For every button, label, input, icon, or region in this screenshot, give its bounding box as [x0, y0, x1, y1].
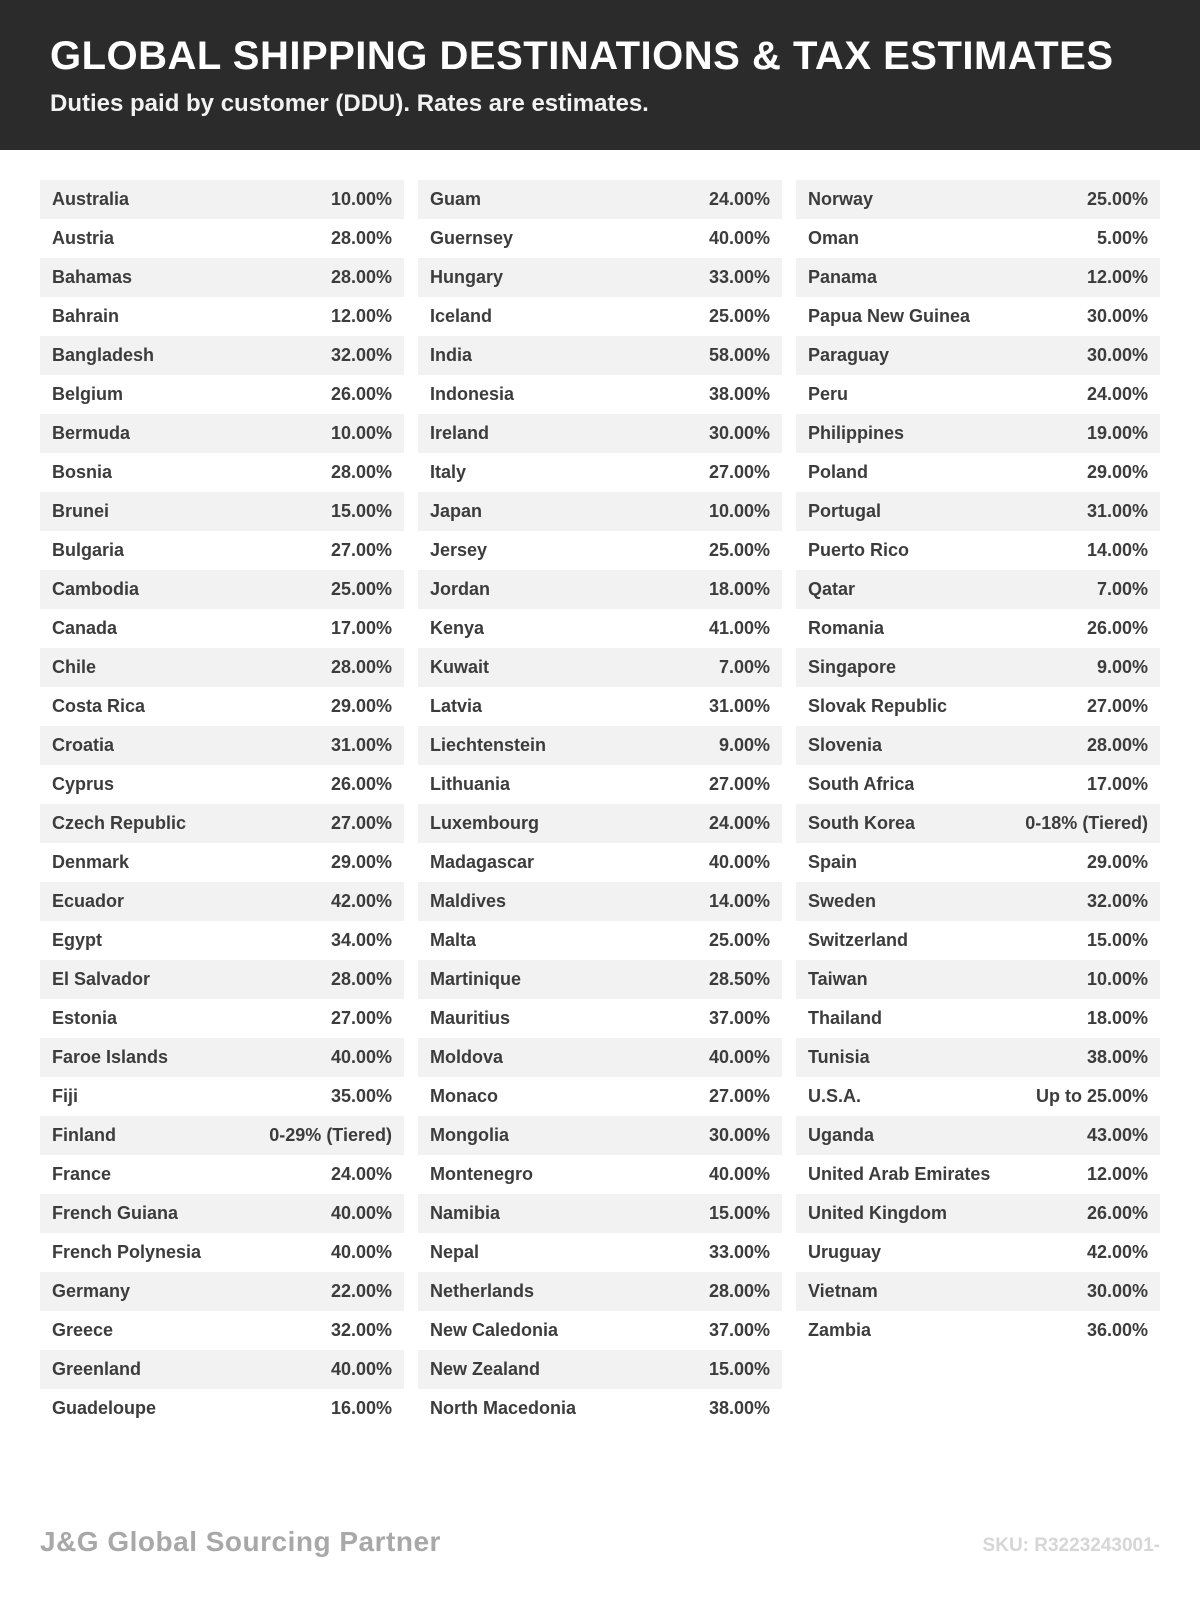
table-row: [796, 687, 1160, 726]
tax-rate: 28.00%: [330, 228, 392, 248]
header-banner: [0, 0, 1200, 150]
country-name: Malta: [430, 930, 477, 950]
rates-column-2: [418, 180, 782, 1428]
country-name: Faroe Islands: [52, 1047, 169, 1067]
table-row: [418, 687, 782, 726]
table-row: [40, 297, 404, 336]
country-name: Guadeloupe: [52, 1398, 157, 1418]
tax-rate: 24.00%: [708, 189, 770, 209]
table-row: [796, 1116, 1160, 1155]
country-name: South Africa: [808, 774, 915, 794]
table-row: [796, 609, 1160, 648]
table-row: [418, 804, 782, 843]
tax-rate: 12.00%: [330, 306, 392, 326]
table-row: [418, 570, 782, 609]
table-row: [796, 1155, 1160, 1194]
tax-rate: 28.50%: [708, 969, 770, 989]
tax-rate: 37.00%: [708, 1008, 770, 1028]
table-row: [40, 687, 404, 726]
table-row: [418, 960, 782, 999]
country-name: Liechtenstein: [430, 735, 547, 755]
tax-rate: 27.00%: [1086, 696, 1148, 716]
table-row: [796, 531, 1160, 570]
tax-rate: 28.00%: [708, 1281, 770, 1301]
table-row: [418, 1155, 782, 1194]
country-name: Uganda: [808, 1125, 875, 1145]
tax-rate: 17.00%: [330, 618, 392, 638]
country-name: Poland: [808, 462, 869, 482]
country-name: Peru: [808, 384, 849, 404]
country-name: Greece: [52, 1320, 114, 1340]
table-row: [418, 726, 782, 765]
country-name: Japan: [430, 501, 483, 521]
table-row: [40, 336, 404, 375]
tax-rate: 10.00%: [330, 189, 392, 209]
tax-rate: 19.00%: [1086, 423, 1148, 443]
table-row: [40, 258, 404, 297]
tax-rate: 36.00%: [1086, 1320, 1148, 1340]
country-name: Switzerland: [808, 930, 909, 950]
tax-rate: 28.00%: [1086, 735, 1148, 755]
tax-rate: 7.00%: [718, 657, 770, 677]
table-row: [40, 648, 404, 687]
tax-rate: 35.00%: [330, 1086, 392, 1106]
tax-rate: 14.00%: [1086, 540, 1148, 560]
tax-rate: 10.00%: [330, 423, 392, 443]
table-row: [40, 1038, 404, 1077]
tax-rate: 18.00%: [1086, 1008, 1148, 1028]
table-row: [796, 843, 1160, 882]
tax-rate: 40.00%: [330, 1359, 392, 1379]
country-name: Czech Republic: [52, 813, 187, 833]
table-row: [796, 960, 1160, 999]
country-name: Jordan: [430, 579, 491, 599]
table-row: [40, 1233, 404, 1272]
country-name: Panama: [808, 267, 878, 287]
tax-rate: 15.00%: [330, 501, 392, 521]
country-name: Lithuania: [430, 774, 510, 794]
table-row: [40, 1155, 404, 1194]
country-name: Brunei: [52, 501, 110, 521]
tax-rate: 7.00%: [1096, 579, 1148, 599]
tax-rate: 43.00%: [1086, 1125, 1148, 1145]
country-name: French Guiana: [52, 1203, 179, 1223]
tax-rate: 25.00%: [1086, 189, 1148, 209]
country-name: Mongolia: [430, 1125, 509, 1145]
country-name: Slovenia: [808, 735, 883, 755]
tax-rate: 38.00%: [708, 1398, 770, 1418]
country-name: Netherlands: [430, 1281, 535, 1301]
country-name: Jersey: [430, 540, 488, 560]
tax-rate: 31.00%: [1086, 501, 1148, 521]
tax-rate: 38.00%: [1086, 1047, 1148, 1067]
brand-name: J&G Global Sourcing Partner: [40, 1526, 441, 1557]
country-name: Italy: [430, 462, 467, 482]
country-name: Hungary: [430, 267, 504, 287]
footer: [40, 1526, 1160, 1558]
country-name: Martinique: [430, 969, 522, 989]
country-name: Uruguay: [808, 1242, 882, 1262]
tax-rate: 37.00%: [708, 1320, 770, 1340]
country-name: South Korea: [808, 813, 916, 833]
country-name: New Caledonia: [430, 1320, 559, 1340]
table-row: [40, 414, 404, 453]
country-name: Puerto Rico: [808, 540, 910, 560]
country-name: Spain: [808, 852, 858, 872]
tax-rate: 40.00%: [330, 1047, 392, 1067]
table-row: [796, 492, 1160, 531]
country-name: Costa Rica: [52, 696, 146, 716]
table-row: [796, 648, 1160, 687]
table-row: [418, 375, 782, 414]
tax-rate: 27.00%: [330, 1008, 392, 1028]
country-name: Indonesia: [430, 384, 515, 404]
country-name: Papua New Guinea: [808, 306, 971, 326]
table-row: [796, 1077, 1160, 1116]
tax-rate: 15.00%: [1086, 930, 1148, 950]
page-title: GLOBAL SHIPPING DESTINATIONS & TAX ESTIMATES: [50, 34, 1114, 78]
tax-rate: 28.00%: [330, 462, 392, 482]
country-name: Oman: [808, 228, 860, 248]
tax-rate: 40.00%: [708, 1164, 770, 1184]
rates-column-3: [796, 180, 1160, 1428]
table-row: [418, 219, 782, 258]
country-name: Bangladesh: [52, 345, 155, 365]
tax-rate: 25.00%: [330, 579, 392, 599]
table-row: [40, 1194, 404, 1233]
country-name: Cyprus: [52, 774, 115, 794]
country-name: Philippines: [808, 423, 905, 443]
table-row: [40, 1077, 404, 1116]
table-row: [796, 1272, 1160, 1311]
tax-rate: 26.00%: [1086, 1203, 1148, 1223]
table-row: [796, 297, 1160, 336]
tax-rate: 25.00%: [708, 540, 770, 560]
table-row: [796, 336, 1160, 375]
country-name: Australia: [52, 189, 130, 209]
tax-rate: 26.00%: [330, 774, 392, 794]
sku-label: SKU: R3223243001-: [982, 1535, 1160, 1556]
table-row: [40, 375, 404, 414]
tax-rate: 33.00%: [708, 1242, 770, 1262]
country-name: Bermuda: [52, 423, 131, 443]
tax-rate: 17.00%: [1086, 774, 1148, 794]
tax-rate: 14.00%: [708, 891, 770, 911]
tax-rate: 10.00%: [708, 501, 770, 521]
tax-rate: 31.00%: [708, 696, 770, 716]
table-row: [40, 219, 404, 258]
table-row: [796, 726, 1160, 765]
country-name: Canada: [52, 618, 118, 638]
table-row: [796, 882, 1160, 921]
country-name: Qatar: [808, 579, 856, 599]
country-name: Latvia: [430, 696, 483, 716]
table-row: [796, 1194, 1160, 1233]
country-name: Namibia: [430, 1203, 501, 1223]
table-row: [418, 297, 782, 336]
tax-rate: 18.00%: [708, 579, 770, 599]
country-name: Taiwan: [808, 969, 868, 989]
tax-rate: 24.00%: [1086, 384, 1148, 404]
tax-rate: 27.00%: [330, 540, 392, 560]
country-name: Luxembourg: [430, 813, 540, 833]
rates-table: [40, 180, 1160, 1428]
table-row: [418, 1272, 782, 1311]
table-row: [40, 843, 404, 882]
country-name: Croatia: [52, 735, 115, 755]
table-row: [796, 375, 1160, 414]
table-row: [796, 414, 1160, 453]
page-subtitle: Duties paid by customer (DDU). Rates are estimates.: [50, 90, 649, 117]
table-row: [796, 999, 1160, 1038]
country-name: El Salvador: [52, 969, 151, 989]
tax-rate: 28.00%: [330, 267, 392, 287]
tax-rate: 24.00%: [330, 1164, 392, 1184]
country-name: Madagascar: [430, 852, 535, 872]
table-row: [418, 609, 782, 648]
tax-rate: 30.00%: [708, 1125, 770, 1145]
tax-rate: 25.00%: [708, 930, 770, 950]
country-name: U.S.A.: [808, 1086, 862, 1106]
tax-rate: 27.00%: [708, 1086, 770, 1106]
table-row: [418, 336, 782, 375]
tax-rate: 33.00%: [708, 267, 770, 287]
country-name: Singapore: [808, 657, 897, 677]
country-name: Sweden: [808, 891, 877, 911]
tax-rate: 32.00%: [330, 1320, 392, 1340]
table-row: [796, 804, 1160, 843]
country-name: Paraguay: [808, 345, 890, 365]
table-row: [40, 882, 404, 921]
table-row: [418, 531, 782, 570]
tax-rate: 28.00%: [330, 969, 392, 989]
table-row: [796, 1038, 1160, 1077]
country-name: Guernsey: [430, 228, 514, 248]
table-row: [40, 726, 404, 765]
country-name: Slovak Republic: [808, 696, 948, 716]
country-name: Iceland: [430, 306, 493, 326]
country-name: Bahamas: [52, 267, 133, 287]
tax-rate: 40.00%: [708, 228, 770, 248]
country-name: United Kingdom: [808, 1203, 947, 1223]
country-name: Kenya: [430, 618, 485, 638]
tax-rate: 27.00%: [708, 462, 770, 482]
country-name: Bulgaria: [52, 540, 125, 560]
tax-rate: 9.00%: [1096, 657, 1148, 677]
tax-rate: 29.00%: [330, 696, 392, 716]
tax-rate: 24.00%: [708, 813, 770, 833]
table-row: [418, 258, 782, 297]
tax-rate: 42.00%: [330, 891, 392, 911]
table-row: [418, 1350, 782, 1389]
tax-rate: 15.00%: [708, 1203, 770, 1223]
table-row: [796, 1311, 1160, 1350]
country-name: Zambia: [808, 1320, 872, 1340]
table-row: [40, 804, 404, 843]
country-name: New Zealand: [430, 1359, 541, 1379]
tax-rate: 10.00%: [1086, 969, 1148, 989]
tax-rate: 30.00%: [1086, 306, 1148, 326]
tax-rate: 32.00%: [1086, 891, 1148, 911]
rates-column-1: [40, 180, 404, 1428]
country-name: Moldova: [430, 1047, 504, 1067]
country-name: Estonia: [52, 1008, 118, 1028]
table-row: [796, 219, 1160, 258]
tax-rate: 27.00%: [708, 774, 770, 794]
table-row: [418, 843, 782, 882]
table-row: [418, 882, 782, 921]
table-row: [796, 180, 1160, 219]
table-row: [40, 999, 404, 1038]
table-row: [40, 921, 404, 960]
table-row: [40, 765, 404, 804]
table-row: [418, 921, 782, 960]
tax-rate: 40.00%: [330, 1242, 392, 1262]
table-row: [40, 531, 404, 570]
tax-rate: 41.00%: [708, 618, 770, 638]
tax-rate: 32.00%: [330, 345, 392, 365]
tax-rate: 29.00%: [1086, 462, 1148, 482]
country-name: Germany: [52, 1281, 131, 1301]
tax-rate: 40.00%: [330, 1203, 392, 1223]
table-row: [40, 1350, 404, 1389]
table-row: [40, 570, 404, 609]
table-row: [418, 180, 782, 219]
table-row: [796, 765, 1160, 804]
table-row: [40, 960, 404, 999]
table-row: [40, 1311, 404, 1350]
tax-rate: 27.00%: [330, 813, 392, 833]
tax-rate: 15.00%: [708, 1359, 770, 1379]
tax-rate: 12.00%: [1086, 267, 1148, 287]
table-row: [40, 609, 404, 648]
tax-rate: 0-29% (Tiered): [269, 1125, 392, 1145]
country-name: French Polynesia: [52, 1242, 202, 1262]
country-name: Tunisia: [808, 1047, 870, 1067]
table-row: [418, 1077, 782, 1116]
country-name: Ireland: [430, 423, 490, 443]
tax-rate: 25.00%: [708, 306, 770, 326]
tax-rate: 22.00%: [330, 1281, 392, 1301]
table-row: [418, 765, 782, 804]
table-row: [418, 492, 782, 531]
tax-rate: Up to 25.00%: [1035, 1086, 1148, 1106]
country-name: Mauritius: [430, 1008, 511, 1028]
tax-rate: 58.00%: [708, 345, 770, 365]
country-name: Belgium: [52, 384, 124, 404]
table-row: [40, 453, 404, 492]
tax-rate: 34.00%: [330, 930, 392, 950]
country-name: France: [52, 1164, 112, 1184]
tax-rate: 38.00%: [708, 384, 770, 404]
tax-rate: 9.00%: [718, 735, 770, 755]
table-row: [40, 1272, 404, 1311]
country-name: Denmark: [52, 852, 130, 872]
tax-rate: 42.00%: [1086, 1242, 1148, 1262]
tax-rate: 16.00%: [330, 1398, 392, 1418]
tax-rate: 29.00%: [330, 852, 392, 872]
country-name: India: [430, 345, 473, 365]
table-row: [418, 414, 782, 453]
country-name: Monaco: [430, 1086, 499, 1106]
table-row: [418, 1311, 782, 1350]
tax-rate: 30.00%: [708, 423, 770, 443]
country-name: Egypt: [52, 930, 103, 950]
tax-rate: 28.00%: [330, 657, 392, 677]
table-row: [418, 1038, 782, 1077]
table-row: [418, 648, 782, 687]
country-name: United Arab Emirates: [808, 1164, 991, 1184]
country-name: Thailand: [808, 1008, 883, 1028]
tax-rate: 29.00%: [1086, 852, 1148, 872]
tax-rate: 40.00%: [708, 1047, 770, 1067]
country-name: Vietnam: [808, 1281, 878, 1301]
country-name: Chile: [52, 657, 97, 677]
tax-rate: 26.00%: [1086, 618, 1148, 638]
tax-rate: 12.00%: [1086, 1164, 1148, 1184]
country-name: Norway: [808, 189, 874, 209]
table-row: [418, 1389, 782, 1428]
table-row: [418, 1194, 782, 1233]
table-row: [796, 1233, 1160, 1272]
tax-rate: 30.00%: [1086, 345, 1148, 365]
country-name: North Macedonia: [430, 1398, 577, 1418]
tax-rate: 40.00%: [708, 852, 770, 872]
country-name: Kuwait: [430, 657, 490, 677]
table-row: [796, 921, 1160, 960]
country-name: Montenegro: [430, 1164, 533, 1184]
country-name: Maldives: [430, 891, 507, 911]
country-name: Bahrain: [52, 306, 120, 326]
table-row: [418, 1116, 782, 1155]
table-row: [796, 453, 1160, 492]
country-name: Cambodia: [52, 579, 140, 599]
table-row: [796, 570, 1160, 609]
country-name: Fiji: [52, 1086, 78, 1106]
table-row: [40, 1389, 404, 1428]
country-name: Guam: [430, 189, 482, 209]
table-row: [418, 999, 782, 1038]
table-row: [40, 180, 404, 219]
tax-rate: 31.00%: [330, 735, 392, 755]
tax-rate: 26.00%: [330, 384, 392, 404]
table-row: [796, 258, 1160, 297]
country-name: Bosnia: [52, 462, 113, 482]
table-row: [40, 1116, 404, 1155]
tax-rate: 5.00%: [1096, 228, 1148, 248]
table-row: [418, 453, 782, 492]
country-name: Portugal: [808, 501, 882, 521]
tax-rate: 30.00%: [1086, 1281, 1148, 1301]
table-row: [418, 1233, 782, 1272]
country-name: Romania: [808, 618, 885, 638]
country-name: Austria: [52, 228, 115, 248]
country-name: Greenland: [52, 1359, 142, 1379]
table-row: [40, 492, 404, 531]
country-name: Ecuador: [52, 891, 125, 911]
country-name: Nepal: [430, 1242, 480, 1262]
country-name: Finland: [52, 1125, 116, 1145]
tax-rate: 0-18% (Tiered): [1025, 813, 1148, 833]
